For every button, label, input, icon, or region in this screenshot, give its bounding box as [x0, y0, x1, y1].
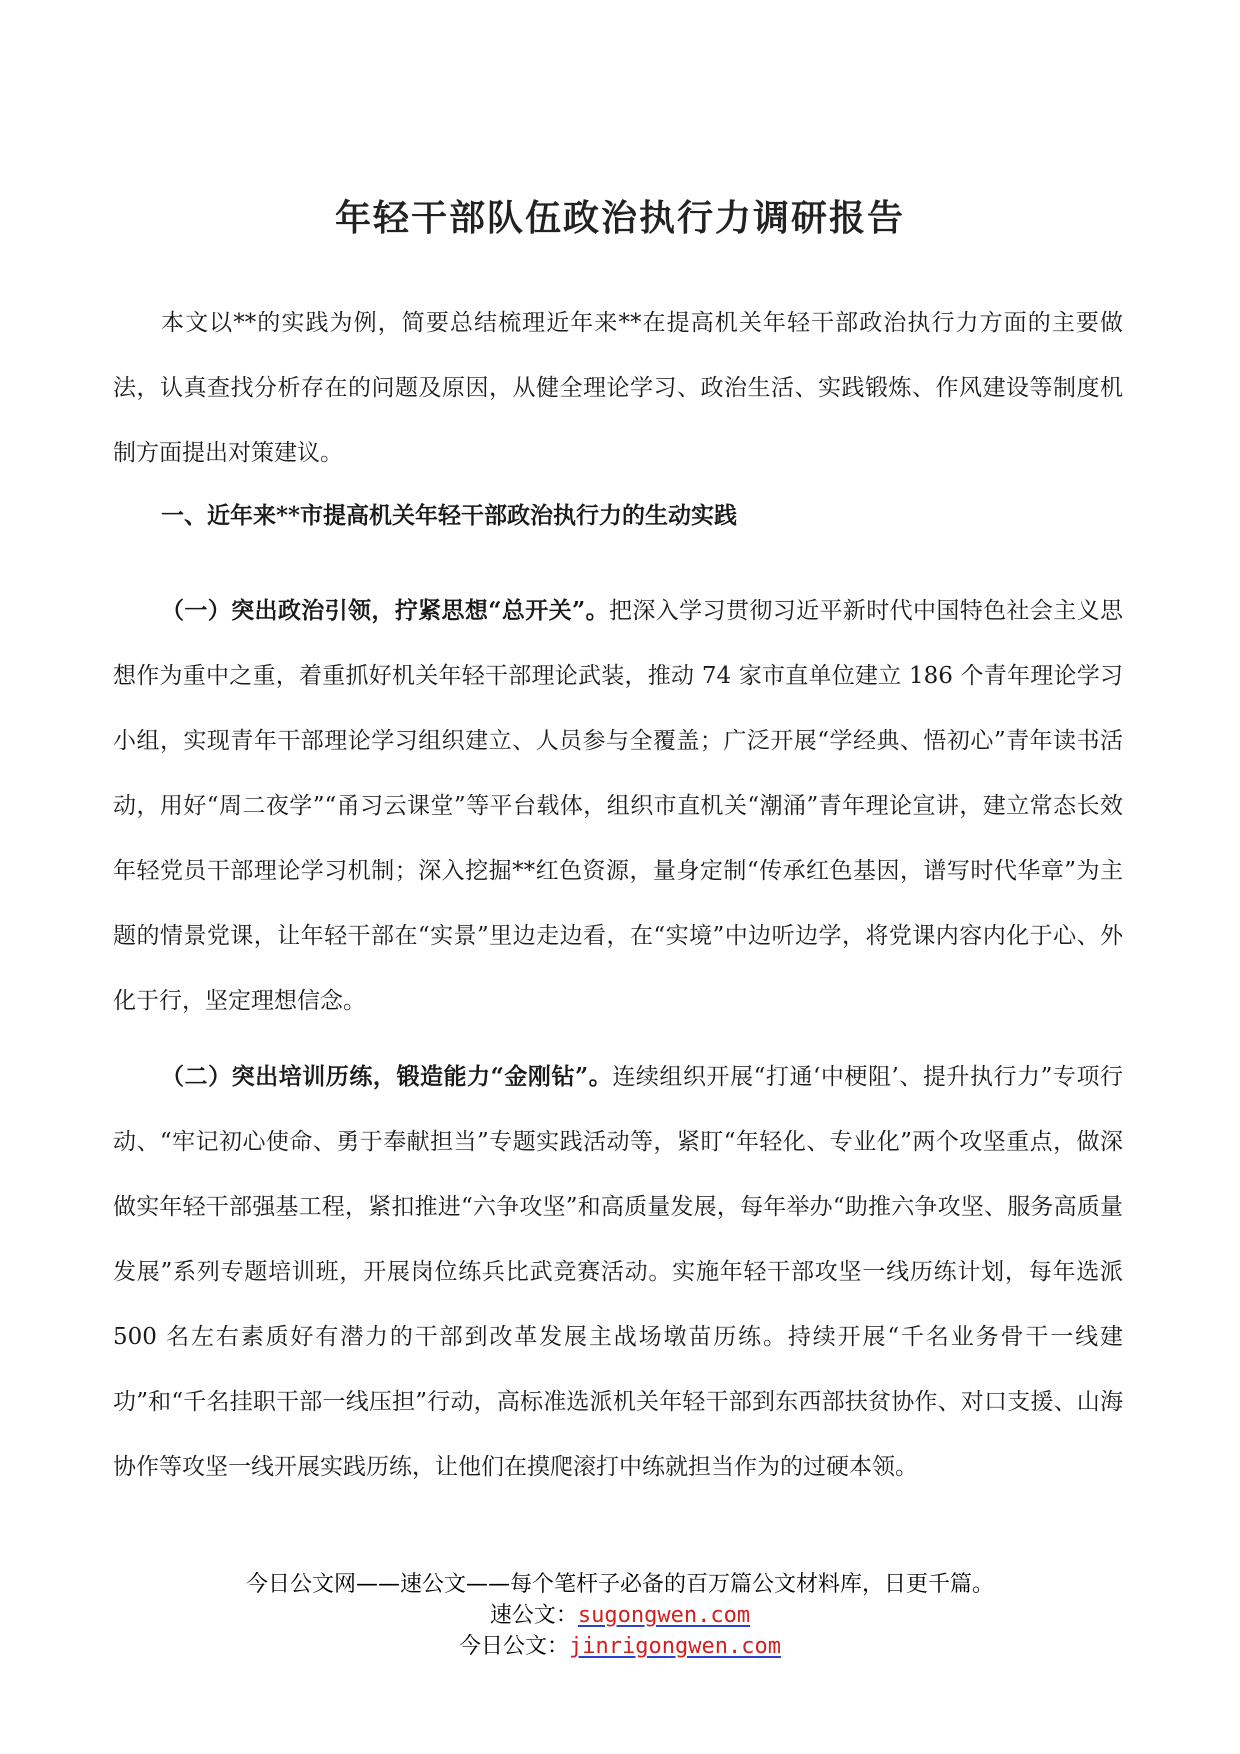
section-1-body: 把深入学习贯彻习近平新时代中国特色社会主义思想作为重中之重，着重抓好机关年轻干部理论武装，推动 74 家市直单位建立 186 个青年理论学习小组，实现青年干部理论学习组织建立、人员参与全覆盖；广泛开展“学经典、悟初心”青年读书活动，用好“周二夜学”“甬习云课堂”等平台载体，组织市直机关“潮涌”青年理论宣讲，建立常态长效年轻党员干部理论学习机制；深入挖掘**红色资源，量身定制“传承红色基因，谱写时代华章”为主题的情景党课，让年轻干部在“实景”里边走边看，在“实境”中边听边学，将党课内容内化于心、外化于行，坚定理想信念。 [113, 598, 1124, 1014]
intro-paragraph: 本文以**的实践为例，简要总结梳理近年来**在提高机关年轻干部政治执行力方面的主要做法，认真查找分析存在的问题及原因，从健全理论学习、政治生活、实践锻炼、作风建设等制度机制方面提出对策建议。 [113, 310, 1123, 466]
sugongwen-link[interactable]: sugongwen.com [577, 1603, 751, 1628]
document-title: 年轻干部队伍政治执行力调研报告 [334, 197, 905, 239]
footer-slogan: 今日公文网——速公文——每个笔杆子必备的百万篇公文材料库，日更千篇。 [245, 1572, 994, 1597]
section-2-body: 连续组织开展“打通‘中梗阻’、提升执行力”专项行动、“牢记初心使命、勇于奉献担当”专题实践活动等，紧盯“年轻化、专业化”两个攻坚重点，做深做实年轻干部强基工程，紧扣推进“六争攻坚”和高质量发展，每年举办“助推六争攻坚、服务高质量发展”系列专题培训班，开展岗位练兵比武竞赛活动。实施年轻干部攻坚一线历练计划，每年选派 500 名左右素质好有潜力的干部到改革发展主战场墩苗历练。持续开展“千名业务骨干一线建功”和“千名挂职干部一线压担”行动，高标准选派机关年轻干部到东西部扶贫协作、对口支援、山海协作等攻坚一线开展实践历练，让他们在摸爬滚打中练就担当作为的过硬本领。 [113, 1064, 1123, 1480]
section-2-paragraph [113, 1044, 1123, 1500]
section-1-lead: （一）突出政治引领，拧紧思想“总开关”。 [161, 597, 610, 624]
jinrigongwen-link[interactable]: jinrigongwen.com [569, 1634, 781, 1659]
footer-sugongwen-label: 速公文： [489, 1603, 578, 1628]
section-2-lead: （二）突出培训历练，锻造能力“金刚钻”。 [161, 1063, 613, 1090]
footer-sugongwen [0, 1598, 1240, 1629]
footer-jinrigongwen [0, 1629, 1240, 1660]
section-1-paragraph [113, 578, 1123, 1034]
section-heading-1: 一、近年来**市提高机关年轻干部政治执行力的生动实践 [161, 502, 738, 529]
footer-jinrigongwen-label: 今日公文： [459, 1634, 570, 1659]
